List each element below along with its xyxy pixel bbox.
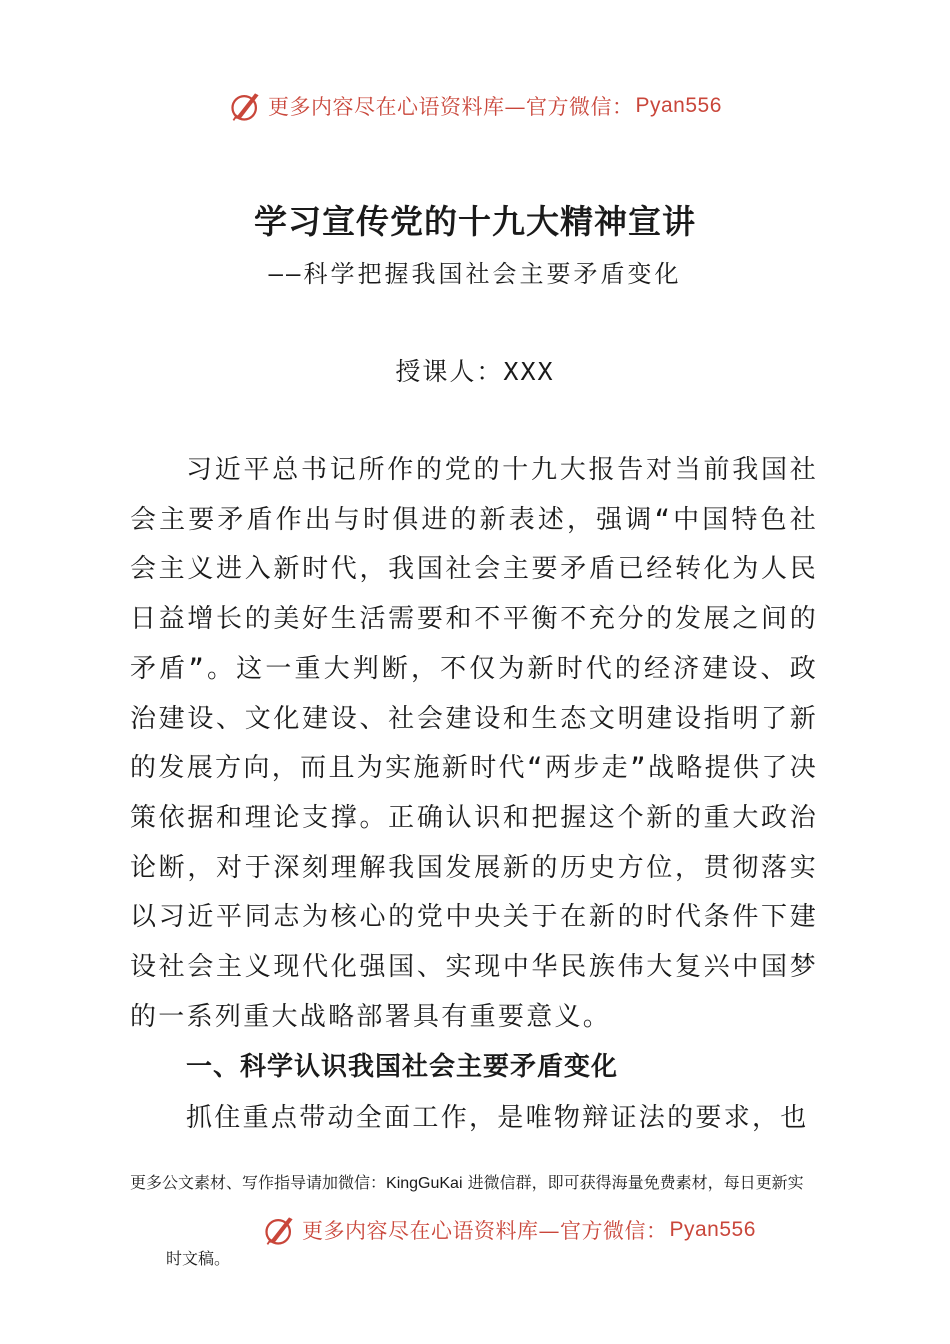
body-paragraph-1: 习近平总书记所作的党的十九大报告对当前我国社会主要矛盾作出与时俱进的新表述，强调“中国特色社会主义进入新时代，我国社会主要矛盾已经转化为人民日益增长的美好生活需要和不平衡不充分的发展之间的矛盾”。这一重大判断，不仅为新时代的经济建设、政治建设、文化建设、社会建设和生态文明建设指明了新的发展方向，而且为实施新时代“两步走”战略提供了决策依据和理论支撑。正确认识和把握这个新的重大政治论断，对于深刻理解我国发展新的历史方位，贯彻落实以习近平同志为核心的党中央关于在新的时代条件下建设社会主义现代化强国、实现中华民族伟大复兴中国梦的一系列重大战略部署具有重要意义。 <box>130 455 818 1032</box>
watermark-wechat: Pyan556 <box>635 94 722 117</box>
footer-note-wechat: KingGuKai <box>386 1175 463 1192</box>
quill-logo-icon <box>262 1212 298 1248</box>
watermark-wechat: Pyan556 <box>669 1218 756 1241</box>
watermark-text: 更多内容尽在心语资料库—官方微信： <box>268 95 634 119</box>
footer-note <box>130 1170 804 1193</box>
watermark-bottom <box>262 1212 756 1248</box>
watermark-top <box>228 88 722 124</box>
footer-note-tail: 时文稿。 <box>166 1249 231 1268</box>
footer-note-prefix: 更多公文素材、写作指导请加微信： <box>130 1173 387 1192</box>
footer-note-suffix: 进微信群，即可获得海量免费素材，每日更新实 <box>462 1173 804 1192</box>
quill-logo-icon <box>228 88 264 124</box>
document-title: 学习宣传党的十九大精神宣讲 <box>254 202 696 241</box>
document-subtitle: ——科学把握我国社会主要矛盾变化 <box>268 260 682 288</box>
body-paragraph-2: 抓住重点带动全面工作，是唯物辩证法的要求，也 <box>186 1103 809 1133</box>
section-heading-1: 一、科学认识我国社会主要矛盾变化 <box>186 1052 619 1082</box>
watermark-text: 更多内容尽在心语资料库—官方微信： <box>302 1219 668 1243</box>
lecturer-line: 授课人：XXX <box>395 357 555 386</box>
